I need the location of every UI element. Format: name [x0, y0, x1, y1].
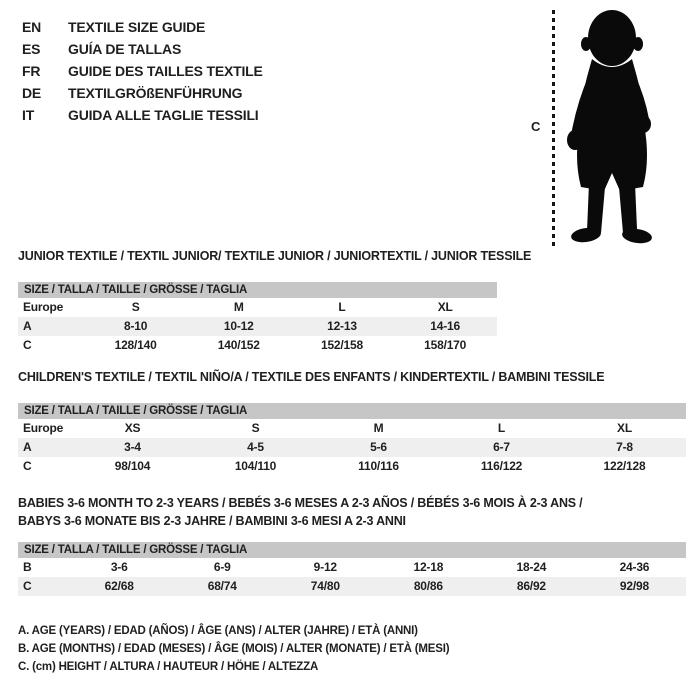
size-cell: M [233, 300, 244, 314]
age-cell: 12-13 [327, 319, 357, 333]
height-cell: 116/122 [480, 459, 523, 473]
table-row [18, 317, 497, 336]
table-header-row: SIZE / TALLA / TAILLE / GRÖSSE / TAGLIA [18, 542, 686, 558]
lang-row-es [22, 38, 263, 60]
height-cell: 62/68 [104, 579, 134, 593]
age-cell: 3-4 [124, 440, 141, 454]
lang-code: EN [22, 19, 42, 35]
size-cell: M [373, 421, 384, 435]
age-cell: 10-12 [223, 319, 254, 333]
table-row [18, 438, 686, 457]
lang-code: DE [22, 85, 42, 101]
lang-label: GUIDA ALLE TAGLIE TESSILI [68, 107, 259, 123]
size-cell: L [497, 421, 506, 435]
age-cell: 6-9 [213, 560, 231, 574]
footnote-a: A. AGE (YEARS) / EDAD (AÑOS) / ÂGE (ANS) / ALTER (JAHRE) / ETÀ (ANNI) [18, 625, 418, 637]
height-cell: 110/116 [358, 459, 399, 473]
footnotes [18, 622, 449, 676]
lang-code: FR [22, 63, 41, 79]
row-label: Europe [23, 421, 64, 435]
height-measure-label: C [531, 119, 541, 134]
table-row [18, 419, 686, 438]
section-title-line2: BABYS 3-6 MONATE BIS 2-3 JAHRE / BAMBINI 3-6 MESI A 2-3 ANNI [18, 514, 406, 528]
age-cell: 6-7 [493, 440, 510, 454]
toddler-silhouette-icon [559, 7, 665, 245]
age-cell: 7-8 [616, 440, 633, 454]
size-cell: XL [437, 300, 453, 314]
row-label: C [23, 338, 32, 352]
size-cell: S [131, 300, 140, 314]
row-label: A [23, 440, 32, 454]
height-cell: 74/80 [310, 579, 340, 593]
height-dotted-line [552, 10, 555, 246]
lang-label: GUÍA DE TALLAS [68, 41, 182, 57]
height-cell: 158/170 [424, 338, 467, 352]
table-row [18, 577, 686, 596]
lang-row-it [22, 104, 263, 126]
height-cell: 86/92 [516, 579, 546, 593]
lang-label: TEXTILE SIZE GUIDE [68, 19, 206, 35]
section-title-junior: JUNIOR TEXTILE / TEXTIL JUNIOR/ TEXTILE JUNIOR / JUNIORTEXTIL / JUNIOR TESSILE [18, 249, 532, 263]
age-cell: 12-18 [413, 560, 444, 574]
lang-label: TEXTILGRÖßENFÜHRUNG [68, 85, 243, 101]
table-row [18, 457, 686, 476]
row-label: Europe [23, 300, 64, 314]
table-row [18, 558, 686, 577]
table-header-row: SIZE / TALLA / TAILLE / GRÖSSE / TAGLIA [18, 282, 497, 298]
age-cell: 24-36 [619, 560, 650, 574]
lang-row-de [22, 82, 263, 104]
junior-size-table [18, 282, 497, 355]
size-cell: S [251, 421, 260, 435]
footnote-b: B. AGE (MONTHS) / EDAD (MESES) / ÂGE (MOIS) / ALTER (MONATE) / ETÀ (MESI) [18, 643, 450, 655]
height-cell: 98/104 [114, 459, 151, 473]
row-label: B [23, 560, 32, 574]
size-cell: XS [124, 421, 141, 435]
size-cell: XL [617, 421, 632, 435]
row-label: A [23, 319, 32, 333]
lang-code: ES [22, 41, 41, 57]
height-cell: 104/110 [234, 459, 277, 473]
lang-label: GUIDE DES TAILLES TEXTILE [68, 63, 263, 79]
height-cell: 92/98 [619, 579, 649, 593]
table-row [18, 336, 497, 355]
height-cell: 122/128 [603, 459, 646, 473]
babies-size-table [18, 542, 686, 596]
row-label: C [23, 459, 32, 473]
height-cell: 152/158 [320, 338, 363, 352]
height-cell: 68/74 [207, 579, 237, 593]
lang-row-en [22, 16, 263, 38]
height-cell: 140/152 [217, 338, 260, 352]
children-size-table [18, 403, 686, 476]
age-cell: 14-16 [430, 319, 460, 333]
age-cell: 18-24 [516, 560, 547, 574]
lang-code: IT [22, 107, 35, 123]
footnote-c: C. (cm) HEIGHT / ALTURA / HAUTEUR / HÖHE / ALTEZZA [18, 661, 319, 673]
lang-row-fr [22, 60, 263, 82]
section-title-children: CHILDREN'S TEXTILE / TEXTIL NIÑO/A / TEXTILE DES ENFANTS / KINDERTEXTIL / BAMBINI TESSILE [18, 370, 605, 384]
age-cell: 8-10 [123, 319, 148, 333]
size-cell: L [338, 300, 346, 314]
age-cell: 5-6 [370, 440, 387, 454]
age-cell: 9-12 [313, 560, 337, 574]
section-title-line1: BABIES 3-6 MONTH TO 2-3 YEARS / BEBÉS 3-6 MESES A 2-3 AÑOS / BÉBÉS 3-6 MOIS À 2-3 ANS / [18, 496, 583, 510]
section-title-babies [18, 494, 582, 530]
age-cell: 4-5 [247, 440, 264, 454]
table-header-row: SIZE / TALLA / TAILLE / GRÖSSE / TAGLIA [18, 403, 686, 419]
age-cell: 3-6 [110, 560, 128, 574]
height-cell: 128/140 [114, 338, 157, 352]
row-label: C [23, 579, 32, 593]
height-cell: 80/86 [413, 579, 443, 593]
language-guide [22, 16, 263, 126]
table-row [18, 298, 497, 317]
